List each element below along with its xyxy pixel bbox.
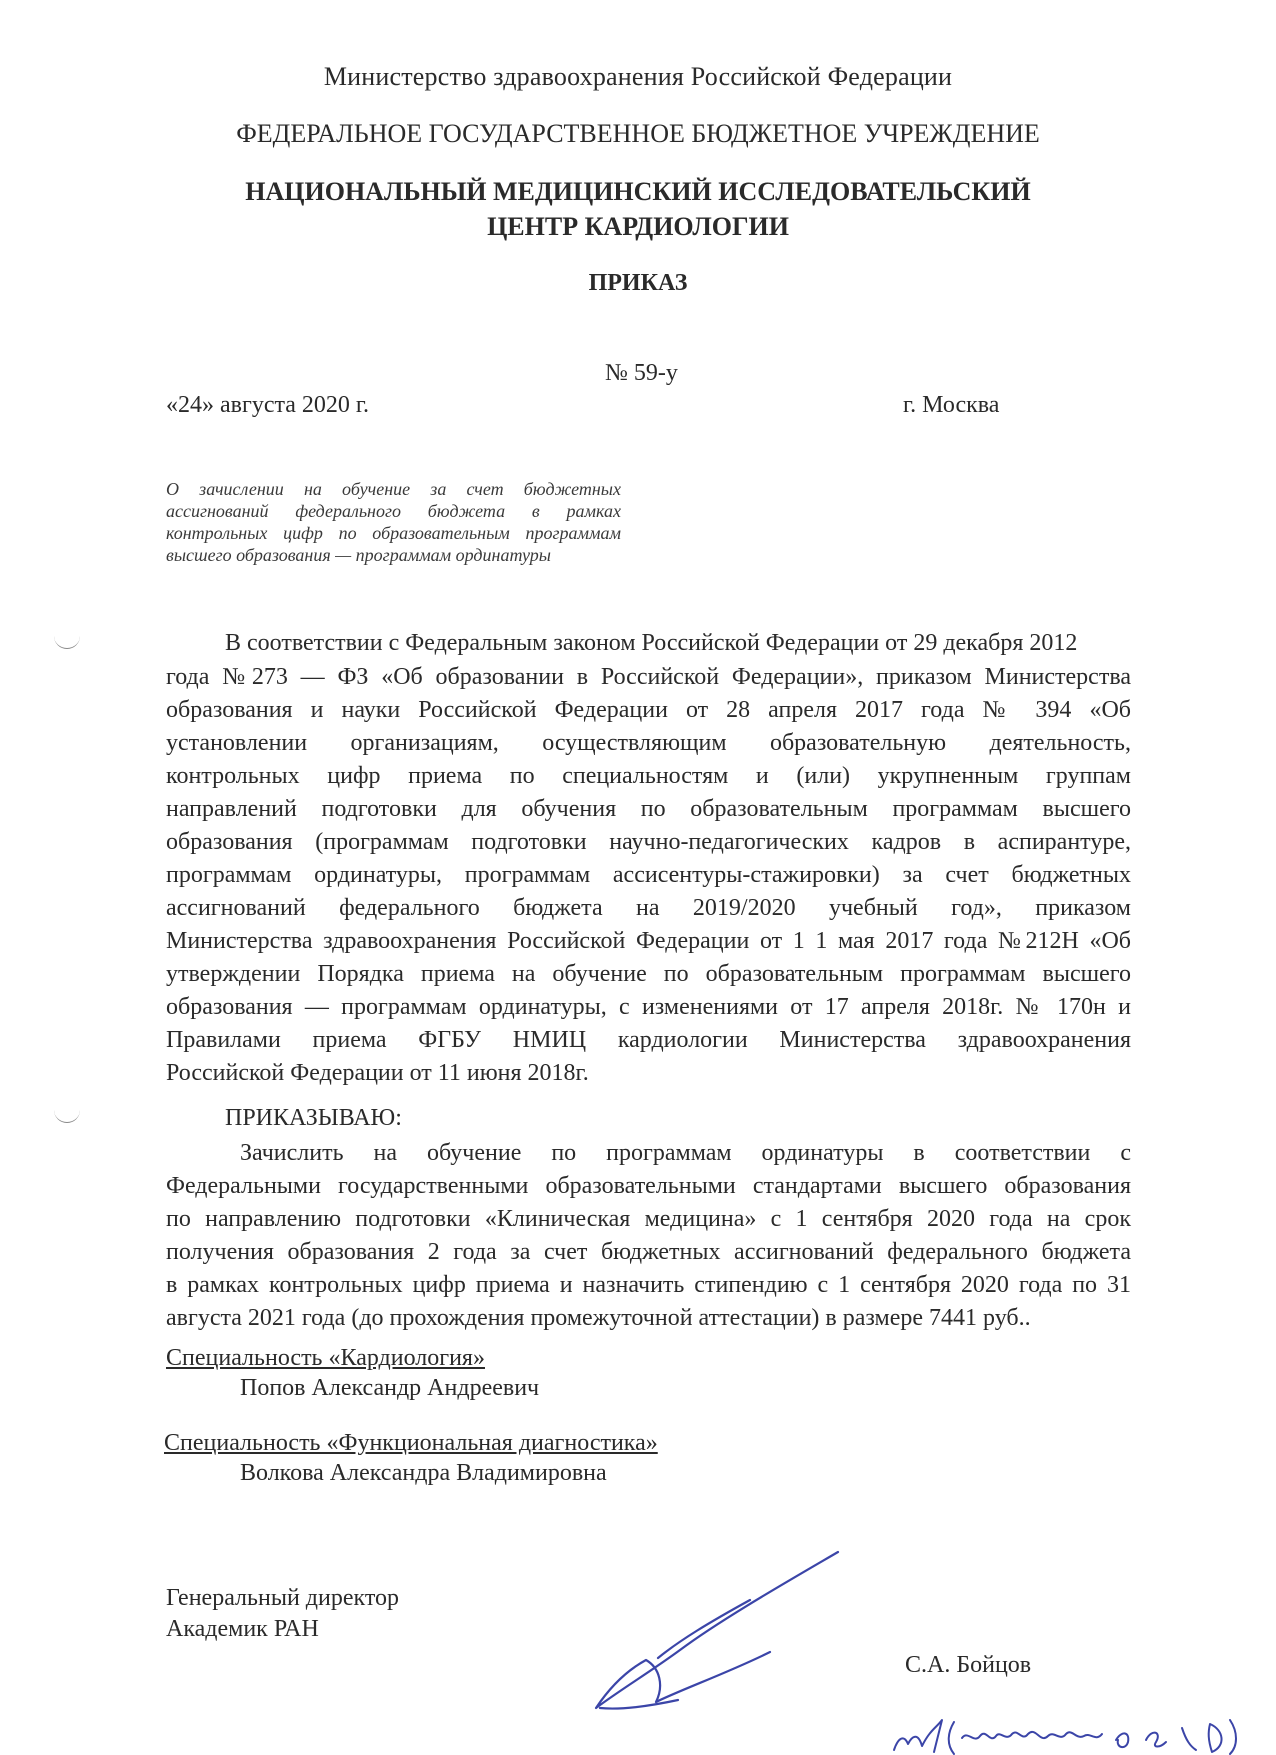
institution-type: ФЕДЕРАЛЬНОЕ ГОСУДАРСТВЕННОЕ БЮДЖЕТНОЕ УЧРЕЖДЕНИЕ <box>236 119 1040 148</box>
order-date: «24» августа 2020 г. <box>166 392 370 418</box>
signatory-name: С.А. Бойцов <box>905 1652 1032 1678</box>
margin-mark <box>54 1108 80 1123</box>
preamble-line: образования — программам ординатуры, с изменениями от 17 апреля 2018г. № 170н и <box>166 994 1131 1020</box>
preamble-line: утверждении Порядка приема на обучение по образовательным программам высшего <box>166 961 1131 987</box>
ministry-name: Министерство здравоохранения Российской Федерации <box>323 62 953 91</box>
preamble-line: Правилами приема ФГБУ НМИЦ кардиологии Министерства здравоохранения <box>166 1027 1131 1053</box>
signatory-rank: Академик РАН <box>166 1616 319 1642</box>
preamble-line: года №273 — ФЗ «Об образовании в Российской Федерации», приказом Министерства <box>166 664 1131 690</box>
order-city: г. Москва <box>903 392 1000 418</box>
preamble-line: установлении организациям, осуществляющим образовательную деятельность, <box>166 730 1131 756</box>
order-line: по направлению подготовки «Клиническая медицина» с 1 сентября 2020 года на срок <box>166 1206 1131 1232</box>
preamble-line: Российской Федерации от 11 июня 2018г. <box>166 1060 589 1086</box>
order-line: Зачислить на обучение по программам ординатуры в соответствии с <box>240 1140 1131 1166</box>
student-name: Волкова Александра Владимировна <box>240 1460 607 1486</box>
order-line: в рамках контрольных цифр приема и назначить стипендию с 1 сентября 2020 года по 31 <box>166 1272 1131 1298</box>
document-type: ПРИКАЗ <box>588 270 688 296</box>
order-line: получения образования 2 года за счет бюджетных ассигнований федерального бюджета <box>166 1239 1131 1265</box>
preamble-line: образования (программам подготовки научно-педагогических кадров в аспирантуре, <box>166 829 1131 855</box>
order-line: августа 2021 года (до прохождения промежуточной аттестации) в размере 7441 руб.. <box>166 1305 1031 1331</box>
order-line: Федеральными государственными образовательными стандартами высшего образования <box>166 1173 1131 1199</box>
student-name: Попов Александр Андреевич <box>240 1375 540 1401</box>
margin-mark <box>54 634 80 649</box>
order-subject: О зачислении на обучение за счет бюджетных ассигнований федерального бюджета в рамках контрольных цифр по образовательным программам высшего образования — программам ординатуры <box>166 479 621 565</box>
center-name-line1: НАЦИОНАЛЬНЫЙ МЕДИЦИНСКИЙ ИССЛЕДОВАТЕЛЬСКИЙ <box>245 177 1031 206</box>
handwritten-note-icon <box>890 1710 1270 1755</box>
center-name-line2: ЦЕНТР КАРДИОЛОГИИ <box>487 212 789 241</box>
order-word: ПРИКАЗЫВАЮ: <box>225 1105 402 1131</box>
preamble-line: контрольных цифр приема по специальностям и (или) укрупненным группам <box>166 763 1131 789</box>
preamble-line: программам ординатуры, программам ассисентуры-стажировки) за счет бюджетных <box>166 862 1131 888</box>
preamble-line: Министерства здравоохранения Российской Федерации от 1 1 мая 2017 года №212Н «Об <box>166 928 1131 954</box>
order-number: № 59-у <box>605 360 678 386</box>
signature-icon <box>560 1540 860 1720</box>
preamble-line: образования и науки Российской Федерации от 28 апреля 2017 года № 394 «Об <box>166 697 1131 723</box>
specialty-title: Специальность «Функциональная диагностика» <box>164 1430 658 1456</box>
preamble-line: направлений подготовки для обучения по образовательным программам высшего <box>166 796 1131 822</box>
preamble-line: ассигнований федерального бюджета на 2019/2020 учебный год», приказом <box>166 895 1131 921</box>
signatory-position: Генеральный директор <box>166 1585 400 1611</box>
specialty-title: Специальность «Кардиология» <box>166 1345 485 1371</box>
preamble-line: В соответствии с Федеральным законом Российской Федерации от 29 декабря 2012 <box>225 630 1078 656</box>
